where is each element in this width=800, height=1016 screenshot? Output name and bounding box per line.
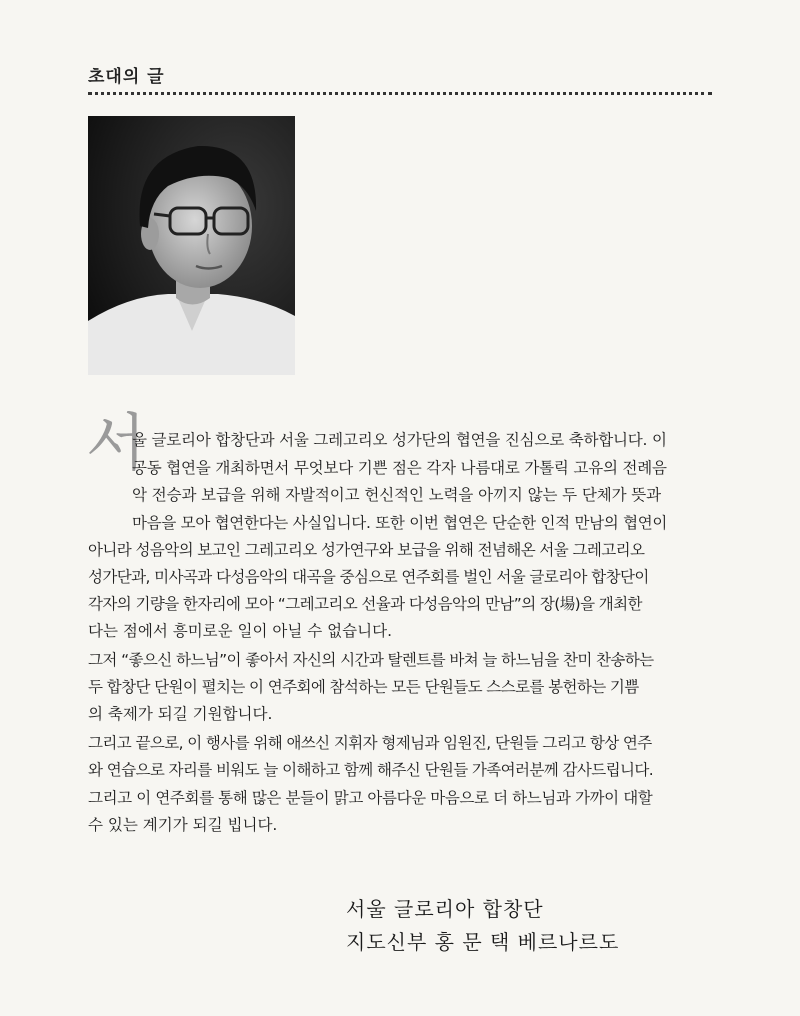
paragraph-line: 마음을 모아 협연한다는 사실입니다. 또한 이번 협연은 단순한 인적 만남의 협연이 bbox=[132, 514, 668, 532]
portrait-photo-icon bbox=[88, 116, 295, 375]
paragraph-line: 그리고 이 연주회를 통해 많은 분들이 맑고 아름다운 마음으로 더 하느님과 가까이 대할 bbox=[88, 789, 653, 807]
paragraph-line: 수 있는 계기가 되길 빕니다. bbox=[88, 816, 278, 834]
paragraph-line: 다는 점에서 흥미로운 일이 아닐 수 없습니다. bbox=[88, 622, 393, 640]
paragraph-line: 아니라 성음악의 보고인 그레고리오 성가연구와 보급을 위해 전념해온 서울 그레고리오 bbox=[88, 541, 645, 559]
dropcap-letter: 서 bbox=[86, 406, 146, 479]
paragraph-line: 성가단과, 미사곡과 다성음악의 대곡을 중심으로 연주회를 벌인 서울 글로리아 합창단이 bbox=[88, 568, 649, 586]
paragraph-line: 그저 “좋으신 하느님”이 좋아서 자신의 시간과 탈렌트를 바쳐 늘 하느님을 찬미 찬송하는 bbox=[88, 651, 654, 669]
paragraph-line: 공동 협연을 개최하면서 무엇보다 기쁜 점은 각자 나름대로 가톨릭 고유의 전례음 bbox=[132, 459, 667, 477]
paragraph-line: 와 연습으로 자리를 비워도 늘 이해하고 함께 해주신 단원들 가족여러분께 감사드립니다. bbox=[88, 761, 654, 779]
paragraph-line: 울 글로리아 합창단과 서울 그레고리오 성가단의 협연을 진심으로 축하합니다. 이 bbox=[132, 431, 667, 449]
signature-organization: 서울 글로리아 합창단 bbox=[346, 897, 544, 921]
paragraph-line: 그리고 끝으로, 이 행사를 위해 애쓰신 지휘자 형제님과 임원진, 단원들 그리고 항상 연주 bbox=[88, 734, 652, 752]
author-portrait bbox=[88, 116, 295, 375]
page-title: 초대의 글 bbox=[88, 67, 165, 87]
dotted-divider bbox=[88, 92, 712, 95]
paragraph-line: 의 축제가 되길 기원합니다. bbox=[88, 705, 273, 723]
signature-author: 지도신부 홍 문 택 베르나르도 bbox=[346, 930, 620, 954]
paragraph-line: 악 전승과 보급을 위해 자발적이고 헌신적인 노력을 아끼지 않는 두 단체가 뜻과 bbox=[132, 486, 662, 504]
paragraph-line: 각자의 기량을 한자리에 모아 “그레고리오 선율과 다성음악의 만남”의 장(場)을 개최한 bbox=[88, 595, 642, 613]
paragraph-line: 두 합창단 단원이 펼치는 이 연주회에 참석하는 모든 단원들도 스스로를 봉헌하는 기쁨 bbox=[88, 678, 639, 696]
